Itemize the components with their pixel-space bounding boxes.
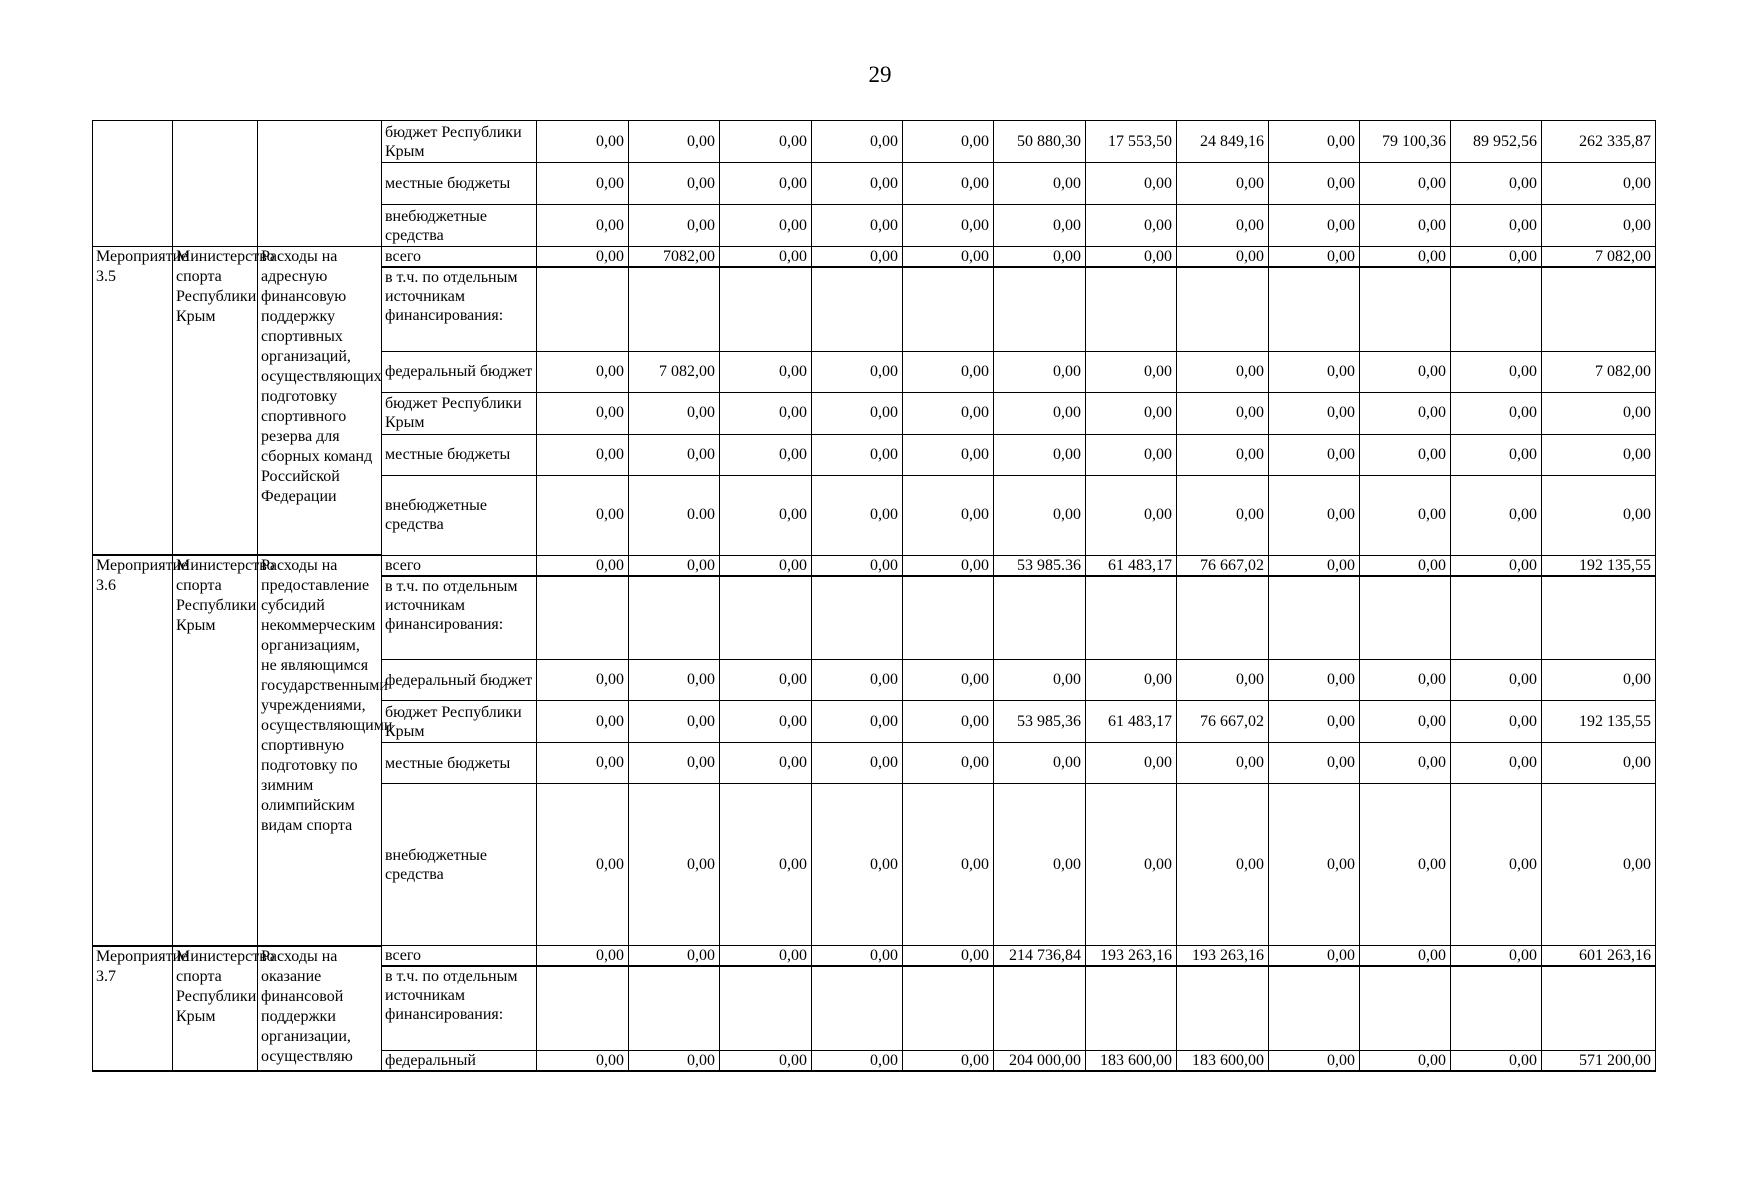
measure-2-row-5-value-5: 0,00 — [903, 743, 994, 784]
measure-1-row-6-value-6: 0,00 — [994, 475, 1086, 555]
measure-1-row-1-value-8: 0,00 — [1177, 247, 1269, 268]
measure-1-row-3-value-7: 0,00 — [1086, 351, 1177, 392]
measure-1-row-3-value-5: 0,00 — [903, 351, 994, 392]
top-row-2-value-1: 0,00 — [537, 163, 629, 205]
measure-2-row-6-value-8: 0,00 — [1177, 784, 1269, 946]
top-row-3-value-9: 0,00 — [1269, 205, 1360, 247]
measure-3-row-3-value-6: 204 000,00 — [994, 1050, 1086, 1071]
measure-1-row-4-value-1: 0,00 — [537, 392, 629, 434]
measure-2-row-2-value-6 — [994, 576, 1086, 660]
funding-source: внебюджетные средства — [382, 475, 537, 555]
measure-3-row-2-value-8 — [1177, 966, 1269, 1050]
top-row-1-value-12: 262 335,87 — [1542, 121, 1656, 163]
measure-2-row-6-value-12: 0,00 — [1542, 784, 1656, 946]
measure-1-row-4-value-6: 0,00 — [994, 392, 1086, 434]
measure-1-row-6-value-5: 0,00 — [903, 475, 994, 555]
measure-1-row-6-value-10: 0,00 — [1360, 475, 1451, 555]
measure-2-row-3-value-4: 0,00 — [812, 660, 903, 701]
measure-2-row-3-value-1: 0,00 — [537, 660, 629, 701]
measure-3-row-3-value-1: 0,00 — [537, 1050, 629, 1071]
measure-1-row-3-value-6: 0,00 — [994, 351, 1086, 392]
measure-1-row-4-value-3: 0,00 — [720, 392, 812, 434]
measure-3-row-2-value-2 — [629, 966, 720, 1050]
top-row-2-value-9: 0,00 — [1269, 163, 1360, 205]
measure-1-row-2-value-10 — [1360, 267, 1451, 351]
top-row-1-value-3: 0,00 — [720, 121, 812, 163]
top-row-1-value-11: 89 952,56 — [1451, 121, 1542, 163]
top-row-3-value-7: 0,00 — [1086, 205, 1177, 247]
top-row-3-value-8: 0,00 — [1177, 205, 1269, 247]
measure-1-row-6-value-1: 0,00 — [537, 475, 629, 555]
top-row-3-value-6: 0,00 — [994, 205, 1086, 247]
measure-2-row-3-value-5: 0,00 — [903, 660, 994, 701]
measure-3-row-1-value-12: 601 263,16 — [1542, 946, 1656, 967]
top-row-2-value-7: 0,00 — [1086, 163, 1177, 205]
measure-2-row-2-value-7 — [1086, 576, 1177, 660]
measure-1-row-6-value-4: 0,00 — [812, 475, 903, 555]
top-row-3-value-11: 0,00 — [1451, 205, 1542, 247]
measure-2-row-6-value-7: 0,00 — [1086, 784, 1177, 946]
measure-1-row-1-value-1: 0,00 — [537, 247, 629, 268]
funding-source: внебюджетные средства — [382, 205, 537, 247]
funding-source: местные бюджеты — [382, 743, 537, 784]
measure-cell-empty — [93, 121, 173, 247]
measure-1-row-5-value-12: 0,00 — [1542, 434, 1656, 475]
measure-2-row-4-value-2: 0,00 — [629, 701, 720, 743]
measure-1-row-2-value-12 — [1542, 267, 1656, 351]
measure-2-row-1-value-9: 0,00 — [1269, 555, 1360, 576]
measure-2-row-5-value-8: 0,00 — [1177, 743, 1269, 784]
measure-3-row-1-value-11: 0,00 — [1451, 946, 1542, 967]
funding-source: в т.ч. по отдельным источникам финансирования: — [382, 966, 537, 1050]
measure-2-row-2-value-5 — [903, 576, 994, 660]
measure-3-row-1-value-7: 193 263,16 — [1086, 946, 1177, 967]
measure-2-row-6-value-3: 0,00 — [720, 784, 812, 946]
measure-1-row-6-value-9: 0,00 — [1269, 475, 1360, 555]
measure-2-row-1-value-2: 0,00 — [629, 555, 720, 576]
measure-1-row-3-value-9: 0,00 — [1269, 351, 1360, 392]
measure-3-row-2-value-6 — [994, 966, 1086, 1050]
funding-source: бюджет Республики Крым — [382, 392, 537, 434]
measure-1-row-4-value-4: 0,00 — [812, 392, 903, 434]
measure-1-row-6-value-3: 0,00 — [720, 475, 812, 555]
measure-3-row-1-value-8: 193 263,16 — [1177, 946, 1269, 967]
measure-3-row-2-value-4 — [812, 966, 903, 1050]
measure-2-row-4-value-5: 0,00 — [903, 701, 994, 743]
measure-label: Мероприятие 3.5 — [93, 247, 173, 556]
measure-2-row-4-value-9: 0,00 — [1269, 701, 1360, 743]
measure-2-row-1-value-12: 192 135,55 — [1542, 555, 1656, 576]
table-row — [93, 946, 1656, 967]
measure-2-row-3-value-6: 0,00 — [994, 660, 1086, 701]
measure-1-row-1-value-5: 0,00 — [903, 247, 994, 268]
top-row-2-value-3: 0,00 — [720, 163, 812, 205]
measure-2-row-2-value-3 — [720, 576, 812, 660]
top-row-1-value-2: 0,00 — [629, 121, 720, 163]
measure-2-row-5-value-6: 0,00 — [994, 743, 1086, 784]
measure-description: Расходы на оказание финансовой поддержки организации, осуществляю — [258, 946, 382, 1071]
budget-table — [92, 120, 1656, 1072]
top-row-2-value-4: 0,00 — [812, 163, 903, 205]
measure-3-row-2-value-12 — [1542, 966, 1656, 1050]
measure-2-row-4-value-8: 76 667,02 — [1177, 701, 1269, 743]
measure-1-row-3-value-4: 0,00 — [812, 351, 903, 392]
measure-3-row-1-value-6: 214 736,84 — [994, 946, 1086, 967]
measure-2-row-5-value-9: 0,00 — [1269, 743, 1360, 784]
measure-1-row-6-value-12: 0,00 — [1542, 475, 1656, 555]
measure-1-row-3-value-3: 0,00 — [720, 351, 812, 392]
measure-3-row-2-value-3 — [720, 966, 812, 1050]
measure-1-row-5-value-11: 0,00 — [1451, 434, 1542, 475]
measure-2-row-5-value-1: 0,00 — [537, 743, 629, 784]
measure-2-row-2-value-2 — [629, 576, 720, 660]
measure-1-row-1-value-2: 7082,00 — [629, 247, 720, 268]
measure-1-row-2-value-4 — [812, 267, 903, 351]
measure-1-row-4-value-8: 0,00 — [1177, 392, 1269, 434]
measure-1-row-6-value-7: 0,00 — [1086, 475, 1177, 555]
measure-2-row-5-value-4: 0,00 — [812, 743, 903, 784]
top-row-3-value-5: 0,00 — [903, 205, 994, 247]
top-row-3-value-3: 0,00 — [720, 205, 812, 247]
measure-1-row-2-value-5 — [903, 267, 994, 351]
executor: Министерство спорта Республики Крым — [173, 946, 258, 1071]
measure-2-row-2-value-9 — [1269, 576, 1360, 660]
measure-1-row-2-value-9 — [1269, 267, 1360, 351]
measure-2-row-1-value-8: 76 667,02 — [1177, 555, 1269, 576]
top-row-2-value-10: 0,00 — [1360, 163, 1451, 205]
funding-source: местные бюджеты — [382, 434, 537, 475]
top-row-3-value-12: 0,00 — [1542, 205, 1656, 247]
measure-1-row-3-value-2: 7 082,00 — [629, 351, 720, 392]
measure-1-row-3-value-10: 0,00 — [1360, 351, 1451, 392]
measure-2-row-2-value-10 — [1360, 576, 1451, 660]
measure-2-row-6-value-9: 0,00 — [1269, 784, 1360, 946]
funding-source: бюджет Республики Крым — [382, 121, 537, 163]
measure-3-row-1-value-10: 0,00 — [1360, 946, 1451, 967]
funding-source: федеральный бюджет — [382, 660, 537, 701]
measure-2-row-3-value-12: 0,00 — [1542, 660, 1656, 701]
top-row-1-value-1: 0,00 — [537, 121, 629, 163]
measure-1-row-4-value-12: 0,00 — [1542, 392, 1656, 434]
measure-2-row-3-value-2: 0,00 — [629, 660, 720, 701]
description-cell-empty — [258, 121, 382, 247]
measure-3-row-3-value-2: 0,00 — [629, 1050, 720, 1071]
measure-1-row-6-value-2: 0.00 — [629, 475, 720, 555]
measure-1-row-1-value-7: 0,00 — [1086, 247, 1177, 268]
top-row-3-value-1: 0,00 — [537, 205, 629, 247]
measure-2-row-3-value-10: 0,00 — [1360, 660, 1451, 701]
measure-1-row-1-value-9: 0,00 — [1269, 247, 1360, 268]
executor-cell-empty — [173, 121, 258, 247]
funding-source: федеральный бюджет — [382, 351, 537, 392]
measure-2-row-5-value-7: 0,00 — [1086, 743, 1177, 784]
top-row-3-value-4: 0,00 — [812, 205, 903, 247]
measure-3-row-3-value-4: 0,00 — [812, 1050, 903, 1071]
measure-label: Мероприятие 3.7 — [93, 946, 173, 1071]
executor: Министерство спорта Республики Крым — [173, 247, 258, 556]
table-row — [93, 555, 1656, 576]
measure-3-row-2-value-10 — [1360, 966, 1451, 1050]
measure-2-row-1-value-11: 0,00 — [1451, 555, 1542, 576]
measure-2-row-2-value-12 — [1542, 576, 1656, 660]
top-row-1-value-4: 0,00 — [812, 121, 903, 163]
measure-label: Мероприятие 3.6 — [93, 555, 173, 946]
measure-2-row-6-value-10: 0,00 — [1360, 784, 1451, 946]
measure-1-row-2-value-1 — [537, 267, 629, 351]
measure-1-row-5-value-10: 0,00 — [1360, 434, 1451, 475]
measure-3-row-3-value-9: 0,00 — [1269, 1050, 1360, 1071]
funding-source: местные бюджеты — [382, 163, 537, 205]
measure-2-row-1-value-5: 0,00 — [903, 555, 994, 576]
measure-1-row-2-value-6 — [994, 267, 1086, 351]
measure-1-row-3-value-11: 0,00 — [1451, 351, 1542, 392]
top-row-2-value-6: 0,00 — [994, 163, 1086, 205]
measure-2-row-1-value-10: 0,00 — [1360, 555, 1451, 576]
measure-1-row-5-value-5: 0,00 — [903, 434, 994, 475]
table-row — [93, 121, 1656, 163]
measure-1-row-5-value-6: 0,00 — [994, 434, 1086, 475]
measure-2-row-6-value-11: 0,00 — [1451, 784, 1542, 946]
measure-1-row-4-value-9: 0,00 — [1269, 392, 1360, 434]
measure-1-row-3-value-12: 7 082,00 — [1542, 351, 1656, 392]
top-row-1-value-9: 0,00 — [1269, 121, 1360, 163]
measure-2-row-1-value-7: 61 483,17 — [1086, 555, 1177, 576]
measure-1-row-1-value-6: 0,00 — [994, 247, 1086, 268]
measure-2-row-5-value-10: 0,00 — [1360, 743, 1451, 784]
measure-3-row-1-value-2: 0,00 — [629, 946, 720, 967]
measure-3-row-3-value-3: 0,00 — [720, 1050, 812, 1071]
measure-3-row-2-value-1 — [537, 966, 629, 1050]
measure-2-row-5-value-12: 0,00 — [1542, 743, 1656, 784]
measure-1-row-3-value-8: 0,00 — [1177, 351, 1269, 392]
measure-1-row-5-value-9: 0,00 — [1269, 434, 1360, 475]
measure-1-row-2-value-8 — [1177, 267, 1269, 351]
measure-2-row-3-value-3: 0,00 — [720, 660, 812, 701]
funding-source: в т.ч. по отдельным источникам финансирования: — [382, 576, 537, 660]
top-row-2-value-8: 0,00 — [1177, 163, 1269, 205]
measure-2-row-1-value-1: 0,00 — [537, 555, 629, 576]
measure-1-row-2-value-2 — [629, 267, 720, 351]
measure-2-row-5-value-2: 0,00 — [629, 743, 720, 784]
measure-3-row-2-value-11 — [1451, 966, 1542, 1050]
measure-2-row-6-value-5: 0,00 — [903, 784, 994, 946]
top-row-2-value-2: 0,00 — [629, 163, 720, 205]
measure-3-row-1-value-4: 0,00 — [812, 946, 903, 967]
measure-1-row-4-value-10: 0,00 — [1360, 392, 1451, 434]
measure-description: Расходы на предоставление субсидий некоммерческим организациям, не являющимся государственными учреждениями, осуществляющими спортивную подготовку по зимним олимпийским видам спорта — [258, 555, 382, 946]
funding-source: федеральный — [382, 1050, 537, 1071]
measure-2-row-2-value-1 — [537, 576, 629, 660]
measure-2-row-1-value-6: 53 985.36 — [994, 555, 1086, 576]
measure-2-row-4-value-7: 61 483,17 — [1086, 701, 1177, 743]
measure-2-row-4-value-12: 192 135,55 — [1542, 701, 1656, 743]
measure-3-row-1-value-5: 0,00 — [903, 946, 994, 967]
measure-1-row-5-value-7: 0,00 — [1086, 434, 1177, 475]
measure-2-row-1-value-4: 0,00 — [812, 555, 903, 576]
measure-2-row-4-value-4: 0,00 — [812, 701, 903, 743]
measure-2-row-6-value-4: 0,00 — [812, 784, 903, 946]
top-row-1-value-8: 24 849,16 — [1177, 121, 1269, 163]
measure-1-row-1-value-3: 0,00 — [720, 247, 812, 268]
measure-1-row-1-value-12: 7 082,00 — [1542, 247, 1656, 268]
measure-2-row-3-value-11: 0,00 — [1451, 660, 1542, 701]
measure-1-row-3-value-1: 0,00 — [537, 351, 629, 392]
measure-3-row-2-value-5 — [903, 966, 994, 1050]
measure-1-row-4-value-11: 0,00 — [1451, 392, 1542, 434]
measure-2-row-3-value-7: 0,00 — [1086, 660, 1177, 701]
funding-source: всего — [382, 247, 537, 268]
page-number: 29 — [868, 62, 892, 87]
top-row-2-value-5: 0,00 — [903, 163, 994, 205]
measure-2-row-6-value-6: 0,00 — [994, 784, 1086, 946]
top-row-3-value-2: 0,00 — [629, 205, 720, 247]
measure-1-row-5-value-4: 0,00 — [812, 434, 903, 475]
measure-3-row-3-value-10: 0,00 — [1360, 1050, 1451, 1071]
measure-description: Расходы на адресную финансовую поддержку спортивных организаций, осуществляющих подготовку спортивного резерва для сборных команд Российской Федерации — [258, 247, 382, 556]
top-row-1-value-7: 17 553,50 — [1086, 121, 1177, 163]
measure-3-row-3-value-5: 0,00 — [903, 1050, 994, 1071]
measure-3-row-3-value-12: 571 200,00 — [1542, 1050, 1656, 1071]
measure-2-row-3-value-9: 0,00 — [1269, 660, 1360, 701]
measure-2-row-4-value-6: 53 985,36 — [994, 701, 1086, 743]
measure-2-row-5-value-3: 0,00 — [720, 743, 812, 784]
measure-3-row-2-value-7 — [1086, 966, 1177, 1050]
measure-3-row-1-value-1: 0,00 — [537, 946, 629, 967]
measure-2-row-2-value-4 — [812, 576, 903, 660]
measure-1-row-4-value-2: 0,00 — [629, 392, 720, 434]
measure-1-row-5-value-2: 0,00 — [629, 434, 720, 475]
measure-1-row-4-value-7: 0,00 — [1086, 392, 1177, 434]
funding-source: в т.ч. по отдельным источникам финансирования: — [382, 267, 537, 351]
measure-2-row-4-value-3: 0,00 — [720, 701, 812, 743]
top-row-1-value-5: 0,00 — [903, 121, 994, 163]
measure-2-row-6-value-2: 0,00 — [629, 784, 720, 946]
funding-source: всего — [382, 555, 537, 576]
measure-1-row-5-value-8: 0,00 — [1177, 434, 1269, 475]
executor: Министерство спорта Республики Крым — [173, 555, 258, 946]
top-row-2-value-12: 0,00 — [1542, 163, 1656, 205]
measure-1-row-6-value-8: 0,00 — [1177, 475, 1269, 555]
measure-1-row-2-value-7 — [1086, 267, 1177, 351]
measure-2-row-2-value-11 — [1451, 576, 1542, 660]
table-row — [93, 247, 1656, 268]
measure-3-row-1-value-9: 0,00 — [1269, 946, 1360, 967]
measure-1-row-2-value-3 — [720, 267, 812, 351]
measure-3-row-1-value-3: 0,00 — [720, 946, 812, 967]
funding-source: всего — [382, 946, 537, 967]
measure-1-row-1-value-10: 0,00 — [1360, 247, 1451, 268]
measure-2-row-5-value-11: 0,00 — [1451, 743, 1542, 784]
funding-source: бюджет Республики Крым — [382, 701, 537, 743]
measure-1-row-1-value-4: 0,00 — [812, 247, 903, 268]
measure-3-row-3-value-7: 183 600,00 — [1086, 1050, 1177, 1071]
measure-2-row-4-value-10: 0,00 — [1360, 701, 1451, 743]
top-row-3-value-10: 0,00 — [1360, 205, 1451, 247]
measure-2-row-3-value-8: 0,00 — [1177, 660, 1269, 701]
measure-2-row-2-value-8 — [1177, 576, 1269, 660]
measure-1-row-2-value-11 — [1451, 267, 1542, 351]
measure-3-row-3-value-11: 0,00 — [1451, 1050, 1542, 1071]
measure-2-row-1-value-3: 0,00 — [720, 555, 812, 576]
measure-2-row-6-value-1: 0,00 — [537, 784, 629, 946]
measure-1-row-5-value-1: 0,00 — [537, 434, 629, 475]
measure-3-row-2-value-9 — [1269, 966, 1360, 1050]
measure-1-row-5-value-3: 0,00 — [720, 434, 812, 475]
top-row-1-value-6: 50 880,30 — [994, 121, 1086, 163]
measure-3-row-3-value-8: 183 600,00 — [1177, 1050, 1269, 1071]
funding-source: внебюджетные средства — [382, 784, 537, 946]
measure-2-row-4-value-1: 0,00 — [537, 701, 629, 743]
top-row-1-value-10: 79 100,36 — [1360, 121, 1451, 163]
measure-1-row-4-value-5: 0,00 — [903, 392, 994, 434]
top-row-2-value-11: 0,00 — [1451, 163, 1542, 205]
measure-2-row-4-value-11: 0,00 — [1451, 701, 1542, 743]
measure-1-row-6-value-11: 0,00 — [1451, 475, 1542, 555]
measure-1-row-1-value-11: 0,00 — [1451, 247, 1542, 268]
